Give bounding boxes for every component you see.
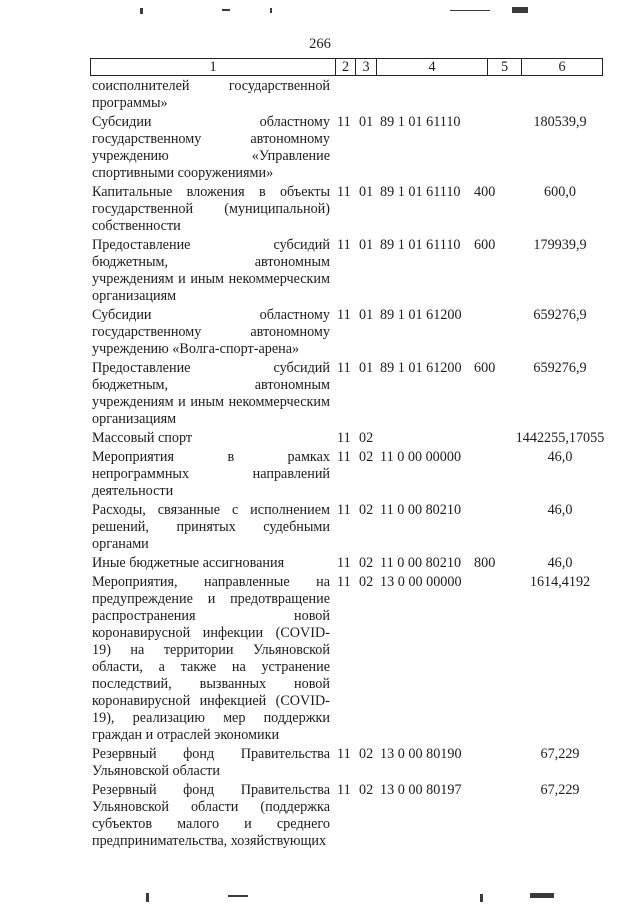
row-amount: 1614,4192 bbox=[529, 574, 591, 590]
row-name: Субсидии областному государственному автономному учреждению «Управление спортивными сооружениями» bbox=[92, 114, 330, 181]
row-subsection: 02 bbox=[359, 449, 374, 465]
row-subsection: 02 bbox=[359, 746, 374, 762]
row-section: 11 bbox=[337, 746, 351, 762]
header-col-2: 2 bbox=[336, 59, 356, 75]
row-amount: 179939,9 bbox=[533, 237, 587, 253]
row-name: Предоставление субсидий бюджетным, автономным учреждениям и иным некоммерческим организациям bbox=[92, 237, 330, 304]
header-col-5: 5 bbox=[488, 59, 522, 75]
scan-edge-top bbox=[0, 0, 640, 14]
row-subsection: 02 bbox=[359, 574, 374, 590]
row-target-article: 89 1 01 61200 bbox=[380, 307, 462, 323]
row-section: 11 bbox=[337, 502, 351, 518]
row-subsection: 01 bbox=[359, 360, 374, 376]
row-name: Мероприятия, направленные на предупреждение и предотвращение распространения новой коронавирусной инфекции (COVID-19) на территории Ульяновской области, а также на устранение последствий, вызванных новой коронавирусной инфекцией (COVID-19), реализацию мер поддержки граждан и отраслей экономики bbox=[92, 574, 330, 743]
row-amount: 659276,9 bbox=[533, 307, 587, 323]
row-name: Субсидии областному государственному автономному учреждению «Волга-спорт-арена» bbox=[92, 307, 330, 357]
row-subsection: 02 bbox=[359, 555, 374, 571]
row-subsection: 01 bbox=[359, 237, 374, 253]
row-target-article: 89 1 01 61110 bbox=[380, 184, 461, 200]
header-col-4: 4 bbox=[377, 59, 488, 75]
header-col-3: 3 bbox=[356, 59, 377, 75]
row-target-article: 11 0 00 00000 bbox=[380, 449, 462, 465]
row-section: 11 bbox=[337, 449, 351, 465]
row-expense-type: 800 bbox=[474, 555, 496, 571]
table-row bbox=[92, 360, 612, 428]
table-row bbox=[92, 574, 612, 744]
row-expense-type: 600 bbox=[474, 360, 496, 376]
row-section: 11 bbox=[337, 184, 351, 200]
row-section: 11 bbox=[337, 114, 351, 130]
row-name: Расходы, связанные с исполнением решений, принятых судебными органами bbox=[92, 502, 330, 552]
row-target-article: 11 0 00 80210 bbox=[380, 555, 462, 571]
row-amount: 180539,9 bbox=[533, 114, 587, 130]
table-row bbox=[92, 237, 612, 305]
row-amount: 659276,9 bbox=[533, 360, 587, 376]
row-section: 11 bbox=[337, 574, 351, 590]
budget-table bbox=[92, 78, 612, 852]
row-target-article: 89 1 01 61200 bbox=[380, 360, 462, 376]
row-subsection: 01 bbox=[359, 184, 374, 200]
row-amount: 600,0 bbox=[544, 184, 576, 200]
table-header-row bbox=[90, 58, 603, 76]
table-row bbox=[92, 449, 612, 500]
header-col-6: 6 bbox=[558, 59, 566, 75]
row-expense-type: 600 bbox=[474, 237, 496, 253]
row-amount: 46,0 bbox=[547, 555, 573, 571]
row-amount: 1442255,17055 bbox=[515, 430, 605, 446]
row-target-article: 13 0 00 00000 bbox=[380, 574, 462, 590]
row-target-article: 89 1 01 61110 bbox=[380, 237, 461, 253]
table-row bbox=[92, 114, 612, 182]
table-row bbox=[92, 502, 612, 553]
row-target-article: 89 1 01 61110 bbox=[380, 114, 461, 130]
row-section: 11 bbox=[337, 360, 351, 376]
row-name: соисполнителей государственной программы» bbox=[92, 78, 330, 111]
row-name: Предоставление субсидий бюджетным, автономным учреждениям и иным некоммерческим организациям bbox=[92, 360, 330, 427]
row-name: Резервный фонд Правительства Ульяновской области bbox=[92, 746, 330, 779]
row-name: Иные бюджетные ассигнования bbox=[92, 555, 285, 571]
row-section: 11 bbox=[337, 782, 351, 798]
row-subsection: 01 bbox=[359, 307, 374, 323]
row-name: Массовый спорт bbox=[92, 430, 193, 446]
table-row bbox=[92, 307, 612, 358]
scan-edge-bottom bbox=[0, 891, 640, 905]
table-row bbox=[92, 184, 612, 235]
row-subsection: 02 bbox=[359, 430, 374, 446]
row-name: Капитальные вложения в объекты государственной (муниципальной) собственности bbox=[92, 184, 330, 234]
table-row bbox=[92, 782, 612, 850]
row-section: 11 bbox=[337, 430, 351, 446]
row-name: Резервный фонд Правительства Ульяновской области (поддержка субъектов малого и среднего предпринимательства, хозяйствующих bbox=[92, 782, 330, 849]
table-row bbox=[92, 430, 612, 447]
row-target-article: 13 0 00 80190 bbox=[380, 746, 462, 762]
header-col-1: 1 bbox=[91, 59, 336, 75]
row-amount: 67,229 bbox=[540, 746, 580, 762]
row-subsection: 02 bbox=[359, 502, 374, 518]
row-subsection: 02 bbox=[359, 782, 374, 798]
page-number: 266 bbox=[309, 36, 331, 52]
row-subsection: 01 bbox=[359, 114, 374, 130]
row-target-article: 13 0 00 80197 bbox=[380, 782, 462, 798]
row-expense-type: 400 bbox=[474, 184, 496, 200]
row-amount: 46,0 bbox=[547, 502, 573, 518]
table-row bbox=[92, 555, 612, 572]
row-section: 11 bbox=[337, 555, 351, 571]
row-amount: 67,229 bbox=[540, 782, 580, 798]
row-amount: 46,0 bbox=[547, 449, 573, 465]
table-row bbox=[92, 746, 612, 780]
table-row bbox=[92, 78, 612, 112]
row-section: 11 bbox=[337, 307, 351, 323]
row-name: Мероприятия в рамках непрограммных направлений деятельности bbox=[92, 449, 330, 499]
row-target-article: 11 0 00 80210 bbox=[380, 502, 462, 518]
row-section: 11 bbox=[337, 237, 351, 253]
